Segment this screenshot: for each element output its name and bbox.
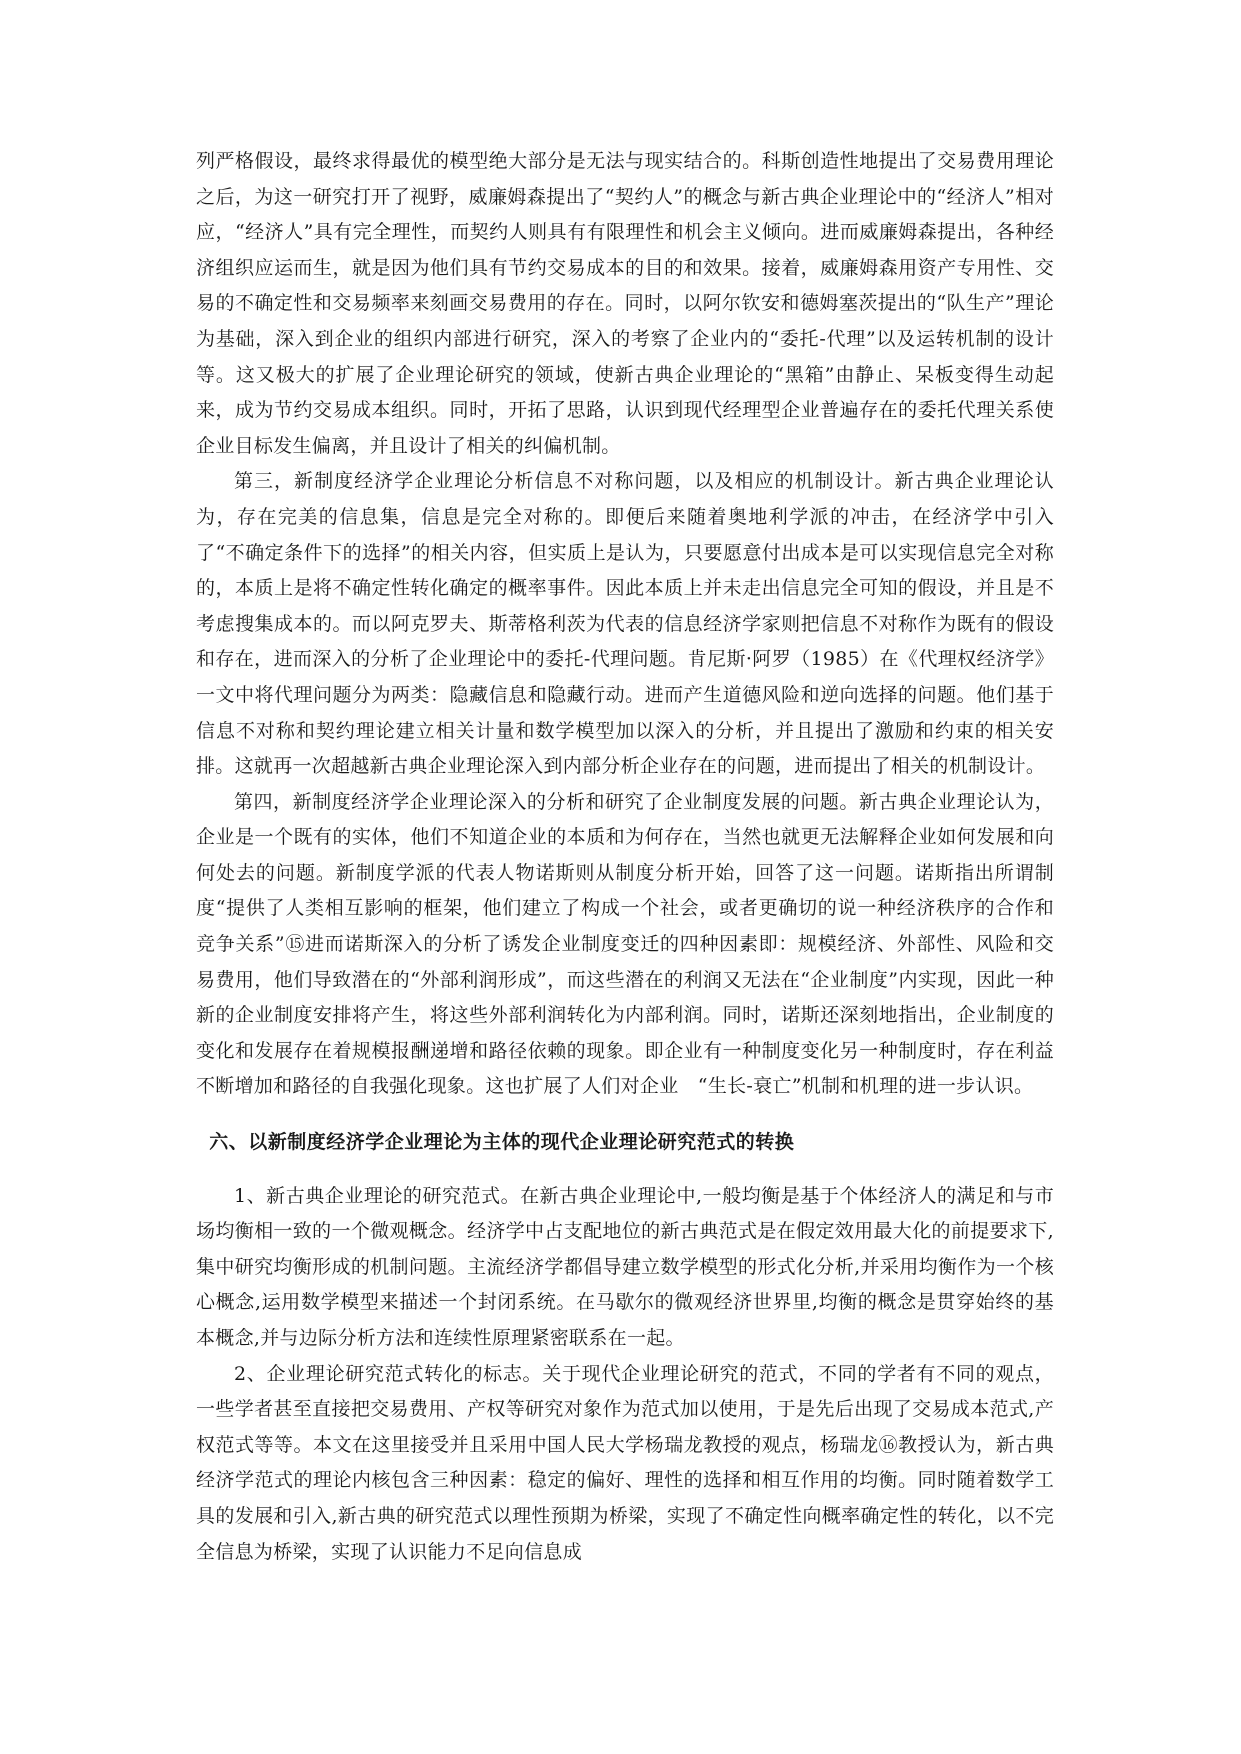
paragraph-item-1: 1、新古典企业理论的研究范式。在新古典企业理论中,一般均衡是基于个体经济人的满足和与市场均衡相一致的一个微观概念。经济学中占支配地位的新古典范式是在假定效用最大化的前提要求下,集中研究均衡形成的机制问题。主流经济学都倡导建立数学模型的形式化分析,并采用均衡作为一个核心概念,运用数学模型来描述一个封闭系统。在马歇尔的微观经济世界里,均衡的概念是贯穿始终的基本概念,并与边际分析方法和连续性原理紧密联系在一起。 bbox=[196, 1184, 1054, 1349]
paragraph-item-2: 2、企业理论研究范式转化的标志。关于现代企业理论研究的范式，不同的学者有不同的观点，一些学者甚至直接把交易费用、产权等研究对象作为范式加以使用，于是先后出现了交易成本范式,产权范式等等。本文在这里接受并且采用中国人民大学杨瑞龙教授的观点，杨瑞龙⑯教授认为，新古典经济学范式的理论内核包含三种因素：稳定的偏好、理性的选择和相互作用的均衡。同时随着数学工具的发展和引入,新古典的研究范式以理性预期为桥梁，实现了不确定性向概率确定性的转化，以不完全信息为桥梁，实现了认识能力不足向信息成 bbox=[196, 1362, 1054, 1563]
section-heading: 六、以新制度经济学企业理论为主体的现代企业理论研究范式的转换 bbox=[209, 1131, 795, 1154]
paragraph-continued: 列严格假设，最终求得最优的模型绝大部分是无法与现实结合的。科斯创造性地提出了交易费用理论之后，为这一研究打开了视野，威廉姆森提出了“契约人”的概念与新古典企业理论中的“经济人”相对应，“经济人”具有完全理性，而契约人则具有有限理性和机会主义倾向。进而威廉姆森提出，各种经济组织应运而生，就是因为他们具有节约交易成本的目的和效果。接着，威廉姆森用资产专用性、交易的不确定性和交易频率来刻画交易费用的存在。同时，以阿尔钦安和德姆塞茨提出的“队生产”理论为基础，深入到企业的组织内部进行研究，深入的考察了企业内的“委托-代理”以及运转机制的设计等。这又极大的扩展了企业理论研究的领域，使新古典企业理论的“黑箱”由静止、呆板变得生动起来，成为节约交易成本组织。同时，开拓了思路，认识到现代经理型企业普遍存在的委托代理关系使企业目标发生偏离，并且设计了相关的纠偏机制。 bbox=[196, 150, 1054, 457]
paragraph-third-point: 第三，新制度经济学企业理论分析信息不对称问题，以及相应的机制设计。新古典企业理论认为，存在完美的信息集，信息是完全对称的。即便后来随着奥地利学派的冲击，在经济学中引入了“不确定条件下的选择”的相关内容，但实质上是认为，只要愿意付出成本是可以实现信息完全对称的，本质上是将不确定性转化确定的概率事件。因此本质上并未走出信息完全可知的假设，并且是不考虑搜集成本的。而以阿克罗夫、斯蒂格利茨为代表的信息经济学家则把信息不对称作为既有的假设和存在，进而深入的分析了企业理论中的委托-代理问题。肯尼斯·阿罗（1985）在《代理权经济学》一文中将代理问题分为两类：隐藏信息和隐藏行动。进而产生道德风险和逆向选择的问题。他们基于信息不对称和契约理论建立相关计量和数学模型加以深入的分析，并且提出了激励和约束的相关安排。这就再一次超越新古典企业理论深入到内部分析企业存在的问题，进而提出了相关的机制设计。 bbox=[196, 470, 1054, 778]
paragraph-fourth-point: 第四，新制度经济学企业理论深入的分析和研究了企业制度发展的问题。新古典企业理论认为，企业是一个既有的实体，他们不知道企业的本质和为何存在，当然也就更无法解释企业如何发展和向何处去的问题。新制度学派的代表人物诺斯则从制度分析开始，回答了这一问题。诺斯指出所谓制度“提供了人类相互影响的框架，他们建立了构成一个社会，或者更确切的说一种经济秩序的合作和竞争关系”⑮进而诺斯深入的分析了诱发企业制度变迁的四种因素即：规模经济、外部性、风险和交易费用，他们导致潜在的“外部利润形成”，而这些潜在的利润又无法在“企业制度”内实现，因此一种新的企业制度安排将产生，将这些外部利润转化为内部利润。同时，诺斯还深刻地指出，企业制度的变化和发展存在着规模报酬递增和路径依赖的现象。即企业有一种制度变化另一种制度时，存在利益不断增加和路径的自我强化现象。这也扩展了人们对企业 “生长-衰亡”机制和机理的进一步认识。 bbox=[196, 790, 1054, 1098]
document-body bbox=[196, 144, 1054, 1570]
